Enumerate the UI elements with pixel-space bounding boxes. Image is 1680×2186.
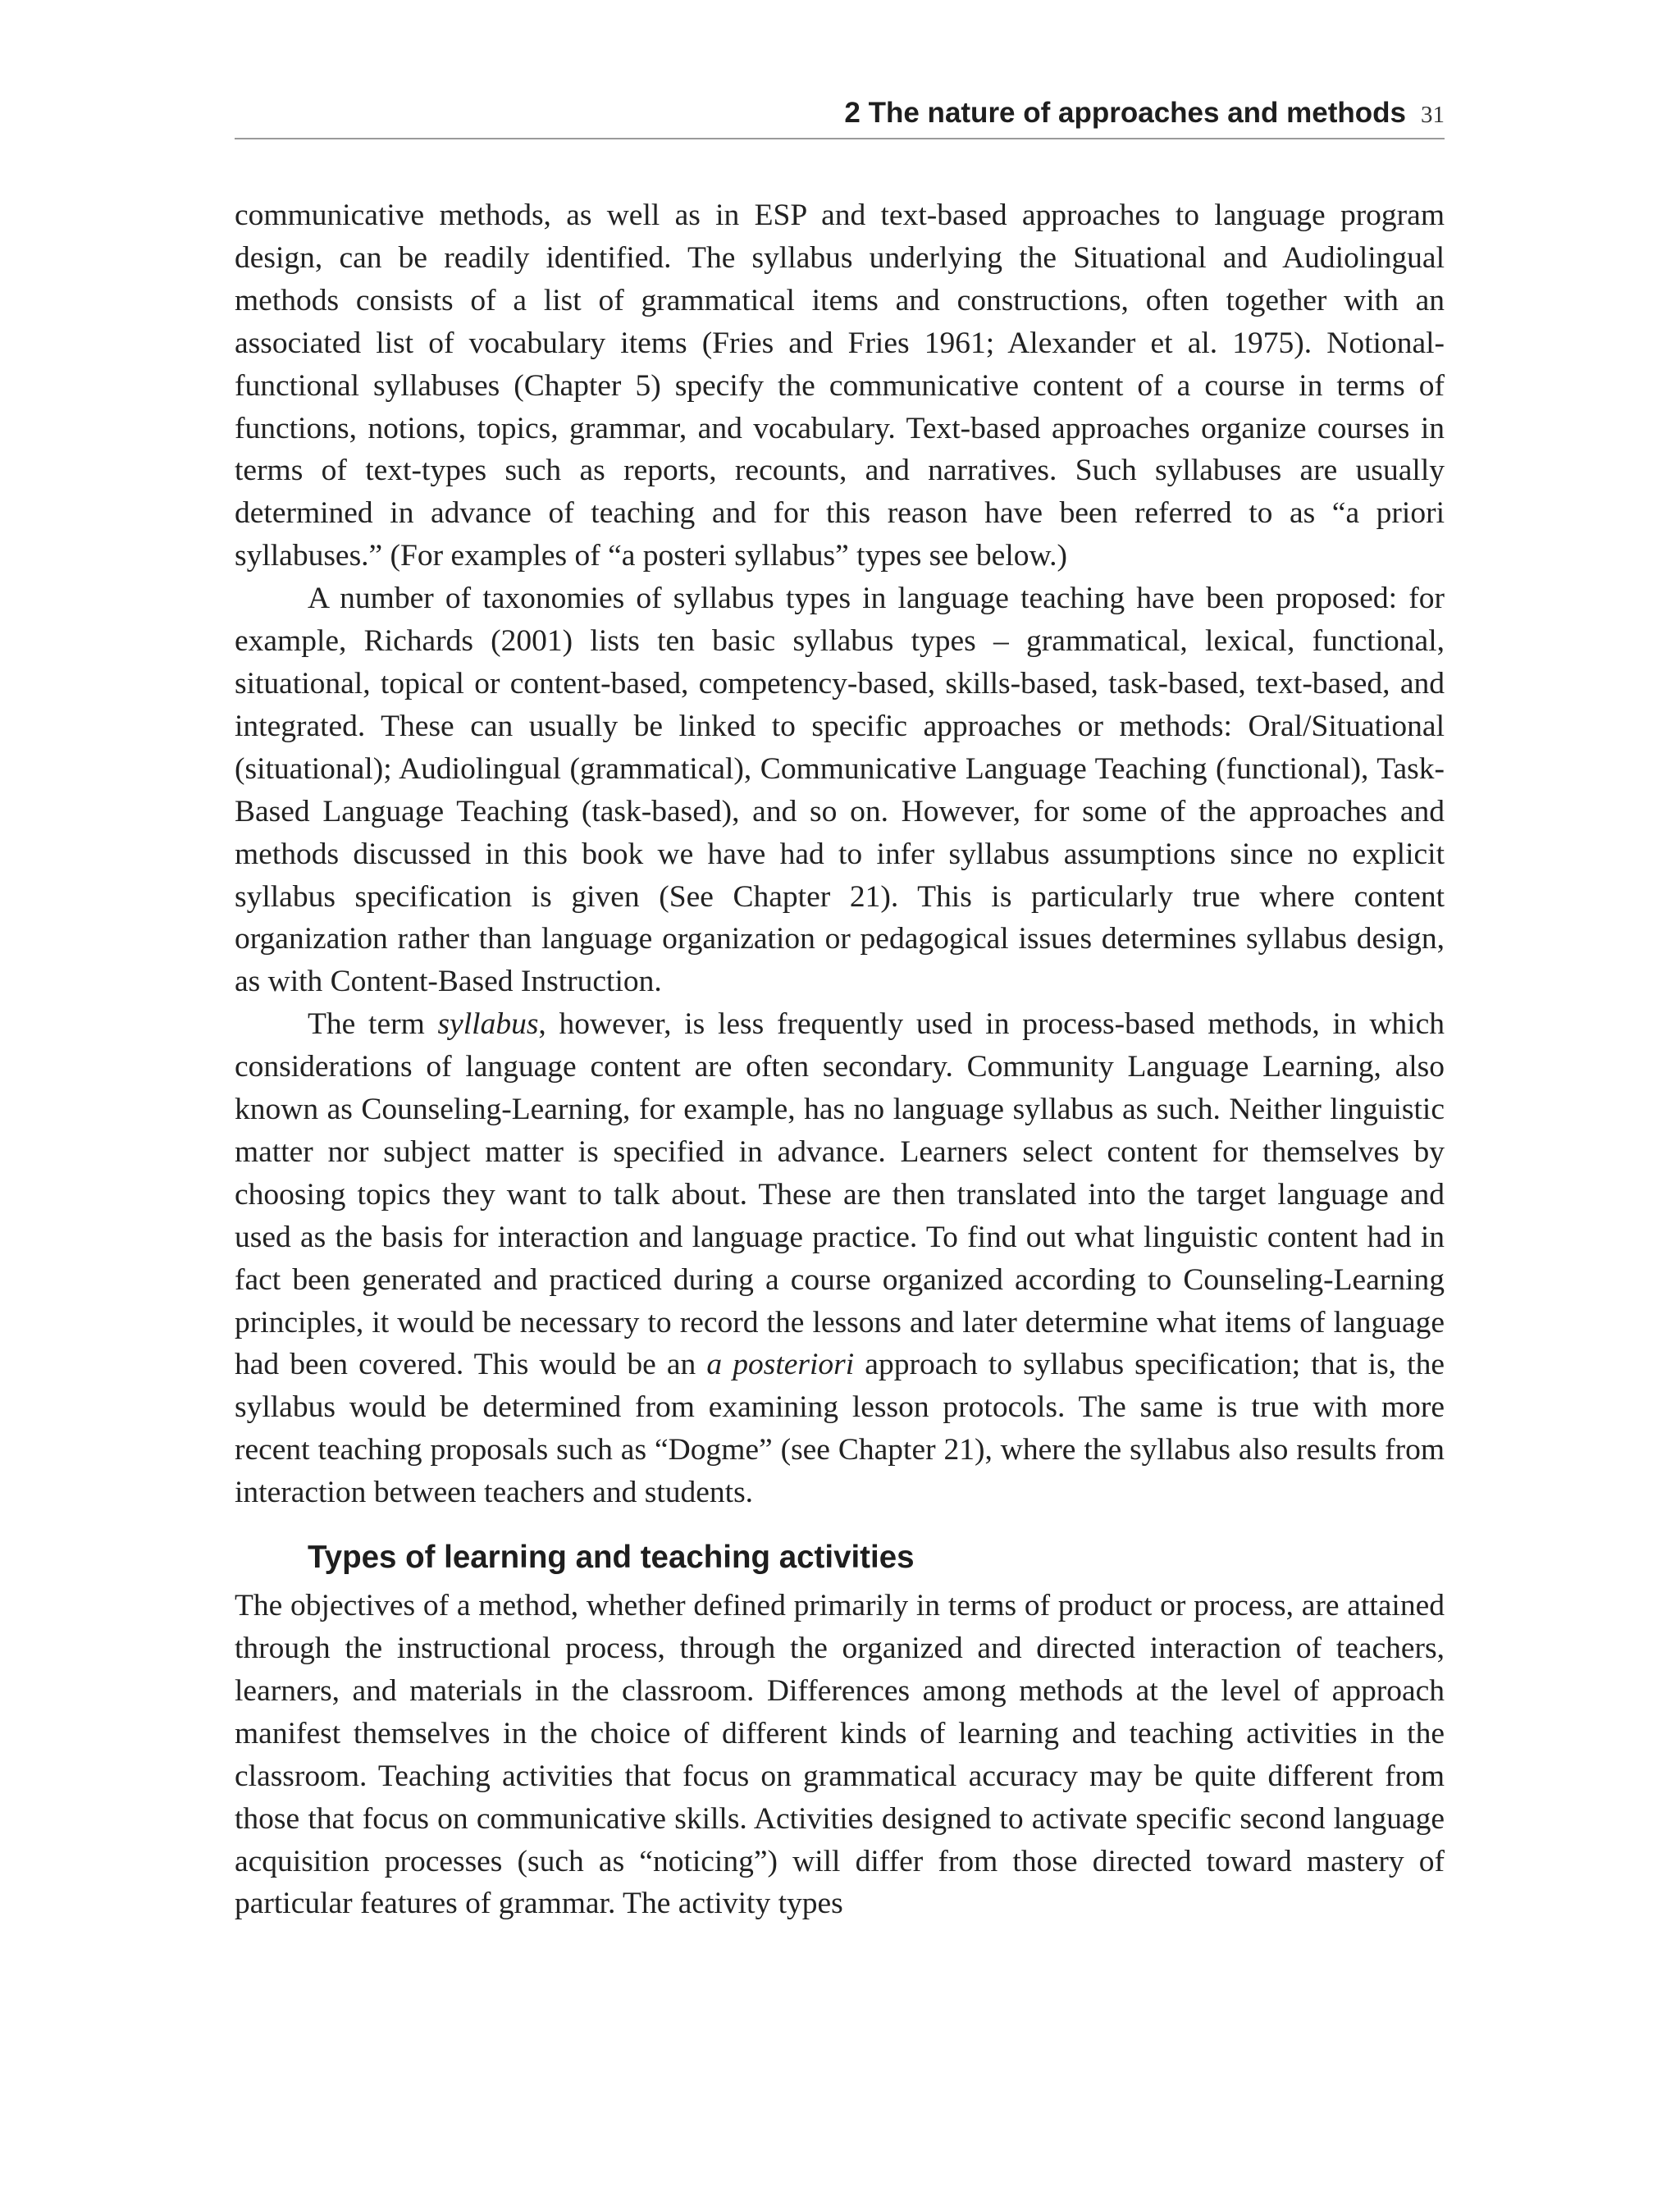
chapter-title: 2 The nature of approaches and methods — [844, 97, 1406, 129]
italic-term-a-posteriori: a posteriori — [706, 1348, 855, 1382]
page-number: 31 — [1421, 102, 1445, 128]
italic-term-syllabus: syllabus — [437, 1007, 539, 1042]
paragraph-2: A number of taxonomies of syllabus types in language teaching have been proposed: for example, Richards (2001) lists ten basic syllabus types – grammatical, lexical, functional, situational, topical or content-based, competency-based, skills-based, task-based, text-based, and integrated. These can usually be linked to specific approaches or methods: Oral/Situational (situational); Audiolingual (grammatical), Communicative Language Teaching (functional), Task-Based Language Teaching (task-based), and so on. However, for some of the approaches and methods discussed in this book we have had to infer syllabus assumptions since no explicit syllabus specification is given (See Chapter 21). This is particularly true where content organization rather than language organization or pedagogical issues determines syllabus design, as with Content-Based Instruction. — [235, 582, 1445, 999]
paragraph-4: The objectives of a method, whether defined primarily in terms of product or process, are attained through the instructional process, through the organized and directed interaction of teachers, learners, and materials in the classroom. Differences among methods at the level of approach manifest themselves in the choice of different kinds of learning and teaching activities in the classroom. Teaching activities that focus on grammatical accuracy may be quite different from those that focus on communicative skills. Activities designed to activate specific second language acquisition processes (such as “noticing”) will differ from those directed toward mastery of particular features of grammar. The activity types — [235, 1589, 1445, 1921]
paragraph-3-text-c: , however, is less frequently used in process-based methods, in which considerations of language content are often secondary. Community Language Learning, also known as Counseling-Learning, for example, has no language syllabus as such. Neither linguistic matter nor subject matter is specified in advance. Learners select content for themselves by choosing topics they want to talk about. These are then translated into the target language and used as the basis for interaction and language practice. To find out what linguistic content had in fact been generated and practiced during a course organized according to Counseling-Learning principles, it would be necessary to record the lessons and later determine what items of language had been covered. This would be an — [235, 1007, 1445, 1382]
paragraph-3-text-a: The term — [308, 1007, 438, 1042]
running-header — [235, 97, 1445, 139]
paragraph-3-text-e: approach to syllabus specification; that is, the syllabus would be determined from examining lesson protocols. The same is true with more recent teaching proposals such as “Dogme” (see Chapter 21), where the syllabus also results from interaction between teachers and students. — [235, 1348, 1445, 1510]
body-text — [235, 194, 1445, 1925]
paragraph-1: communicative methods, as well as in ESP and text-based approaches to language program design, can be readily identified. The syllabus underlying the Situational and Audiolingual methods consists of a list of grammatical items and constructions, often together with an associated list of vocabulary items (Fries and Fries 1961; Alexander et al. 1975). Notional-functional syllabuses (Chapter 5) specify the communicative content of a course in terms of functions, notions, topics, grammar, and vocabulary. Text-based approaches organize courses in terms of text-types such as reports, recounts, and narratives. Such syllabuses are usually determined in advance of teaching and for this reason have been referred to as “a priori syllabuses.” (For examples of “a posteri syllabus” types see below.) — [235, 199, 1445, 573]
paragraph-3 — [235, 1003, 1445, 1514]
section-heading: Types of learning and teaching activities — [308, 1540, 915, 1576]
